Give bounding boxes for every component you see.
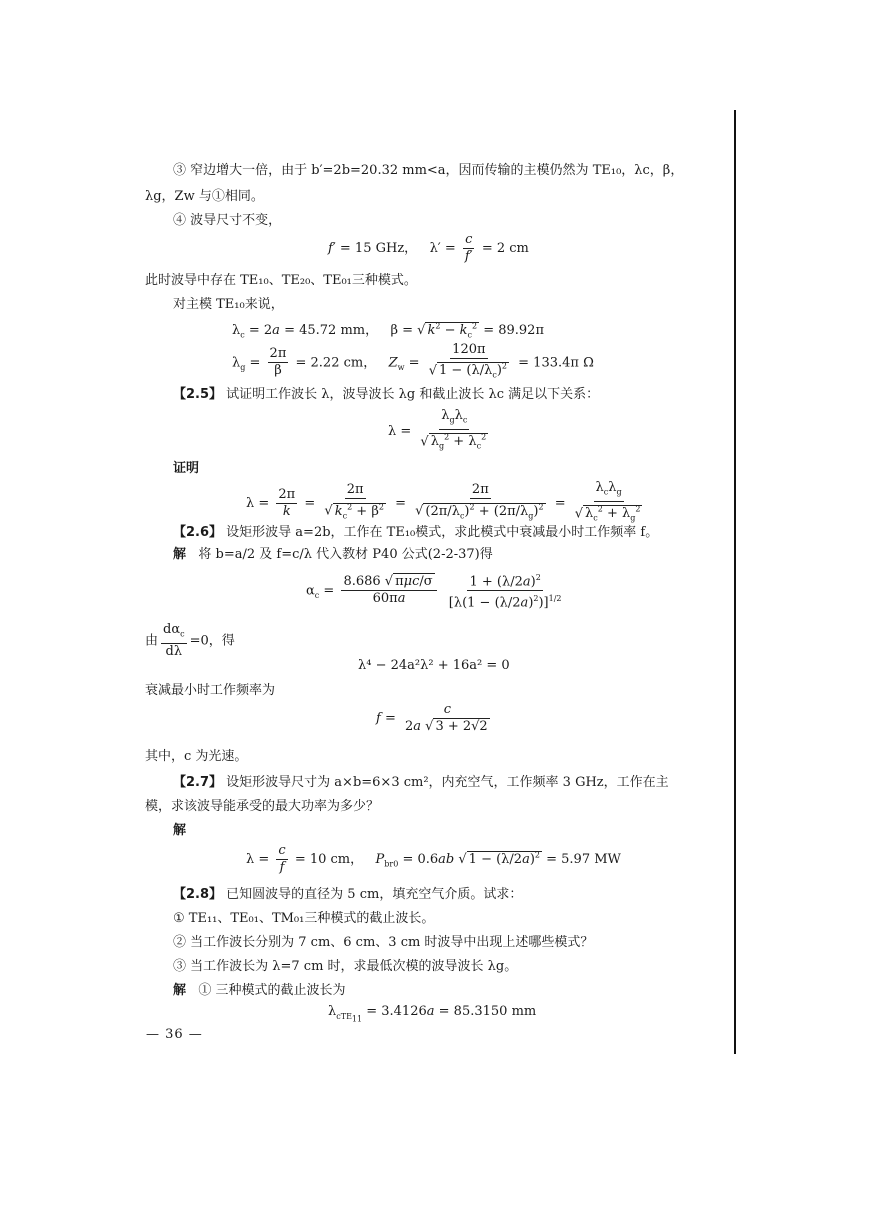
text-line: ② 当工作波长分别为 7 cm、6 cm、3 cm 时波导中出现上述哪些模式？ — [173, 935, 594, 950]
page-number: — 36 — — [146, 1027, 203, 1042]
text-line: 由 — [145, 633, 159, 649]
solution-label: 解 — [173, 547, 187, 562]
margin-rule — [734, 110, 736, 1054]
problem-tag: 【2.8】 — [173, 887, 223, 902]
equation-9: f = $\frac{c}{2a √ 3 + 2√2}$ — [376, 702, 488, 734]
derivative-line: 由 $\frac{d\alpha_c}{d\lambda}$ =0，得 — [145, 622, 235, 659]
equation-11: $\lambda_{cTE_{11}} = 3.4126a = 85.3150$ mm — [328, 1004, 537, 1024]
equation-3: $\lambda_g$ = $\frac{2\pi}{\beta}$ = 2.22 cm， $Z_w$ = $\frac{120\pi}{√ 1 - (\lambda/\lambda_c)^2}$ = 133.4π Ω — [232, 342, 594, 380]
text-line: ④ 波导尺寸不变， — [173, 213, 282, 228]
problem-tag: 【2.7】 — [173, 775, 223, 790]
text-line: 对主模 TE₁₀来说， — [173, 297, 284, 312]
text-line: 模，求该波导能承受的最大功率为多少？ — [145, 799, 380, 814]
problem-text: 已知圆波导的直径为 5 cm，填充空气介质。试求： — [226, 887, 523, 902]
equation-8: λ⁴ − 24a²λ² + 16a² = 0 — [358, 658, 510, 673]
equation-1: f′ = 15 GHz， λ′ = $\frac{c}{f'}$ = 2 cm — [328, 232, 529, 264]
equation-2: $\lambda_c = 2a = 45.72$ mm， β = √ $k^2 - k_c^2 = 89.92\pi$ — [232, 321, 544, 340]
solution-label: 解 — [173, 983, 187, 998]
problem-tag: 【2.6】 — [173, 525, 223, 540]
solution-text: 将 b=a/2 及 f=c/λ 代入教材 P40 公式(2-2-37)得 — [198, 547, 493, 562]
problem-2-5 — [173, 386, 599, 404]
equation-4: λ = $\frac{\lambda_g\lambda_c}{√ \lambda_g^2 + \lambda_c^2}$ — [388, 408, 487, 451]
proof-label: 证明 — [173, 461, 200, 476]
text-line: λg，Zw 与①相同。 — [145, 189, 264, 204]
text-line: =0，得 — [189, 633, 235, 649]
text-line: 此时波导中存在 TE₁₀、TE₂₀、TE₀₁三种模式。 — [145, 273, 417, 288]
problem-2-8 — [173, 886, 522, 904]
text-line: ③ 窄边增大一倍，由于 b′=2b=20.32 mm<a，因而传输的主模仍然为 TE₁₀，λc，β， — [173, 163, 684, 178]
text-line: 衰减最小时工作频率为 — [145, 683, 276, 698]
problem-text: 设矩形波导尺寸为 a×b=6×3 cm²，内充空气，工作频率 3 GHz，工作在主 — [226, 775, 669, 790]
equation-6: $\alpha_c$ = $\frac{\text{8.686 √ πμc/σ}}{60\pi a}$ $\frac{1 + (\lambda/2a)^2}{[\lambda(1 - (\lambda/2a)^2)]^{1/2}}$ — [306, 570, 567, 612]
text-line: ③ 当工作波长为 λ=7 cm 时，求最低次模的波导波长 λg。 — [173, 959, 518, 974]
problem-2-6 — [173, 524, 658, 542]
text-line: 其中，c 为光速。 — [145, 749, 248, 764]
problem-text: 设矩形波导 a=2b，工作在 TE₁₀模式，求此模式中衰减最小时工作频率 f。 — [226, 525, 659, 540]
solution-2-6 — [173, 546, 493, 564]
equation-5: λ = $\frac{2\pi}{k}$ = $\frac{2\pi}{√ k_c^2 + \beta^2}$ = $\frac{2\pi}{√ (2\pi/\lambda_c)^2 + (2\pi/\lambda_g)^2}$ = $\frac{\lambda_c\lambda_g}{√ \lambda_c^2 + \lambda_g^2}$ — [246, 480, 641, 523]
problem-tag: 【2.5】 — [173, 387, 223, 402]
equation-10: λ = $\frac{c}{f}$ = 10 cm， $P_{br0} = 0.6ab$ √ $1 - (\lambda/2a)^2 = 5.97$ MW — [246, 843, 621, 875]
solution-2-8 — [173, 982, 346, 1000]
text-line: ① TE₁₁、TE₀₁、TM₀₁三种模式的截止波长。 — [173, 911, 435, 926]
solution-label: 解 — [173, 823, 187, 838]
problem-2-7 — [173, 774, 669, 792]
solution-text: ① 三种模式的截止波长为 — [198, 983, 346, 998]
problem-text: 试证明工作波长 λ，波导波长 λg 和截止波长 λc 满足以下关系： — [226, 387, 600, 402]
